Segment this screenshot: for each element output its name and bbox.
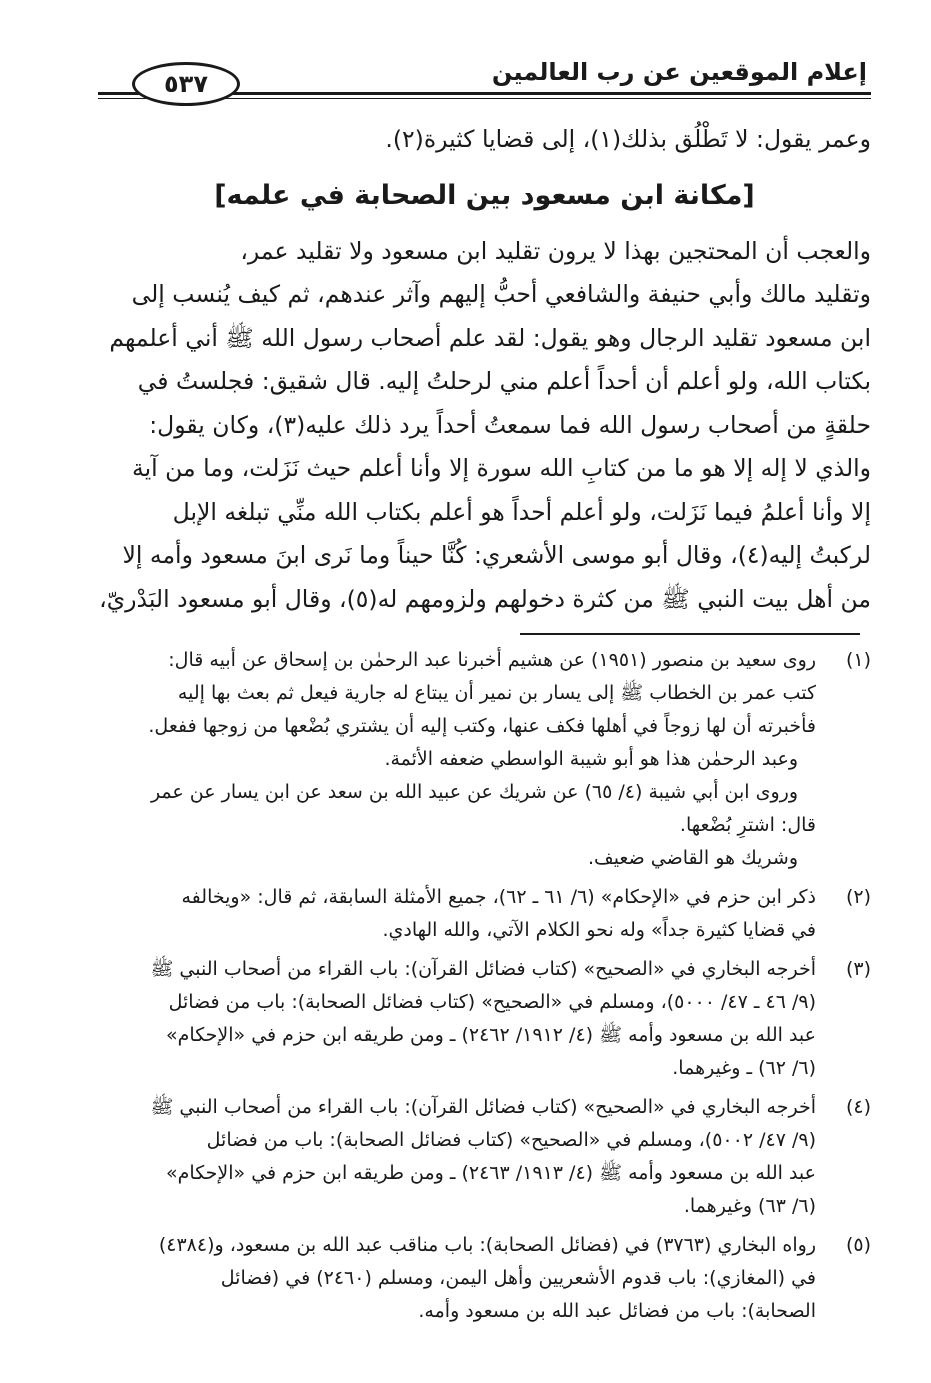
footnote <box>98 1229 871 1328</box>
footnotes-section <box>98 644 871 1328</box>
footnote-line: روى سعيد بن منصور (١٩٥١) عن هشيم أخبرنا عبد الرحمٰن بن إسحاق عن أبيه قال: <box>168 649 816 671</box>
footnote-number: (٢) <box>845 886 871 908</box>
footnote-number: (٤) <box>845 1096 871 1118</box>
footnote-number: (٣) <box>845 958 871 980</box>
paragraph-line: بكتاب الله، ولو أعلم أن أحداً أعلم مني لرحلتُ إليه. قال شقيق: فجلستُ في <box>137 367 871 395</box>
paragraph-line: لركبتُ إليه(٤)، وقال أبو موسى الأشعري: كُنَّا حيناً وما نَرى ابنَ مسعود وأمه إلا <box>122 541 871 569</box>
footnote-line: في (المغازي): باب قدوم الأشعريين وأهل اليمن، ومسلم (٢٤٦٠) في (فضائل <box>220 1267 816 1289</box>
footnote-line: وروى ابن أبي شيبة (٤/ ٦٥) عن شريك عن عبيد الله بن سعد عن ابن يسار عن عمر <box>150 781 798 803</box>
paragraph-line: وتقليد مالك وأبي حنيفة والشافعي أحبُّ إليهم وآثر عندهم، ثم كيف يُنسب إلى <box>131 280 871 308</box>
footnote-number: (٥) <box>845 1234 871 1256</box>
footnote-line: عبد الله بن مسعود وأمه ﷺ (٤/ ١٩١٢/ ٢٤٦٢) ـ ومن طريقه ابن حزم في «الإحكام» <box>166 1024 816 1046</box>
main-text <box>98 118 871 621</box>
paragraph-line: إلا وأنا أعلمُ فيما نَزَلت، ولو أعلم أحداً هو أعلم بكتاب الله منِّي تبلغه الإبل <box>172 497 871 526</box>
footnote-line: ذكر ابن حزم في «الإحكام» (٦/ ٦١ ـ ٦٢)، جميع الأمثلة السابقة، ثم قال: «ويخالفه <box>181 886 816 908</box>
paragraph-line: ابن مسعود تقليد الرجال وهو يقول: لقد علم أصحاب رسول الله ﷺ أني أعلمهم <box>109 323 871 352</box>
footnote-line: فأخبرته أن لها زوجاً في أهلها فكف عنها، وكتب إليه أن يشتري بُضْعها من زوجها ففعل. <box>148 715 816 737</box>
footnote-line: قال: اشترِ بُضْعها. <box>679 814 816 836</box>
paragraph-line: من أهل بيت النبي ﷺ من كثرة دخولهم ولزومهم له(٥)، وقال أبو مسعود البَدْريّ، <box>99 584 871 613</box>
footnote-line: (٩/ ٤٦ ـ ٤٧/ ٥٠٠٠)، ومسلم في «الصحيح» (كتاب فضائل الصحابة): باب من فضائل <box>168 991 816 1013</box>
footnote-line: كتب عمر بن الخطاب ﷺ إلى يسار بن نمير أن يبتاع له جارية فيعل ثم بعث بها إليه <box>177 682 816 704</box>
paragraph-line: حلقةٍ من أصحاب رسول الله فما سمعتُ أحداً يرد ذلك عليه(٣)، وكان يقول: <box>149 410 871 439</box>
footnote-line: وعبد الرحمٰن هذا هو أبو شيبة الواسطي ضعفه الأئمة. <box>384 748 798 770</box>
footnote-line: (٦/ ٦٢) ـ وغيرهما. <box>672 1057 816 1079</box>
paragraph-line: والعجب أن المحتجين بهذا لا يرون تقليد ابن مسعود ولا تقليد عمر، <box>240 236 871 265</box>
footnote-line: أخرجه البخاري في «الصحيح» (كتاب فضائل القرآن): باب القراء من أصحاب النبي ﷺ <box>150 958 816 980</box>
footnote <box>98 1091 871 1223</box>
footnote-separator <box>520 633 860 635</box>
footnote-line: وشريك هو القاضي ضعيف. <box>587 847 798 869</box>
footnote <box>98 953 871 1085</box>
running-head-title: إعلام الموقعين عن رب العالمين <box>491 58 867 86</box>
intro-line: وعمر يقول: لا تَطْلُق بذلك(١)، إلى قضايا كثيرة(٢). <box>385 125 871 153</box>
footnote <box>98 881 871 947</box>
footnote-number: (١) <box>845 649 871 671</box>
footnote-line: الصحابة): باب من فضائل عبد الله بن مسعود وأمه. <box>418 1300 816 1322</box>
footnote-line: (٦/ ٦٣) وغيرهما. <box>683 1195 816 1217</box>
footnote-line: في قضايا كثيرة جداً» وله نحو الكلام الآتي، والله الهادي. <box>382 919 816 941</box>
page-number: ٥٣٧ <box>164 70 208 98</box>
footnote-line: أخرجه البخاري في «الصحيح» (كتاب فضائل القرآن): باب القراء من أصحاب النبي ﷺ <box>150 1096 816 1118</box>
footnote-line: عبد الله بن مسعود وأمه ﷺ (٤/ ١٩١٣/ ٢٤٦٣) ـ ومن طريقه ابن حزم في «الإحكام» <box>166 1162 816 1184</box>
section-heading: [مكانة ابن مسعود بين الصحابة في علمه] <box>214 179 755 211</box>
paragraph-line: والذي لا إله إلا هو ما من كتابِ الله سورة إلا وأنا أعلم حيث نَزَلت، وما من آية <box>132 454 871 482</box>
page-number-badge <box>132 62 240 106</box>
footnote-line: (٩/ ٤٧/ ٥٠٠٢)، ومسلم في «الصحيح» (كتاب فضائل الصحابة): باب من فضائل <box>206 1129 816 1151</box>
main-paragraph <box>98 230 871 622</box>
footnote <box>98 644 871 875</box>
footnote-line: رواه البخاري (٣٧٦٣) في (فضائل الصحابة): باب مناقب عبد الله بن مسعود، و(٤٣٨٤) <box>158 1234 816 1256</box>
